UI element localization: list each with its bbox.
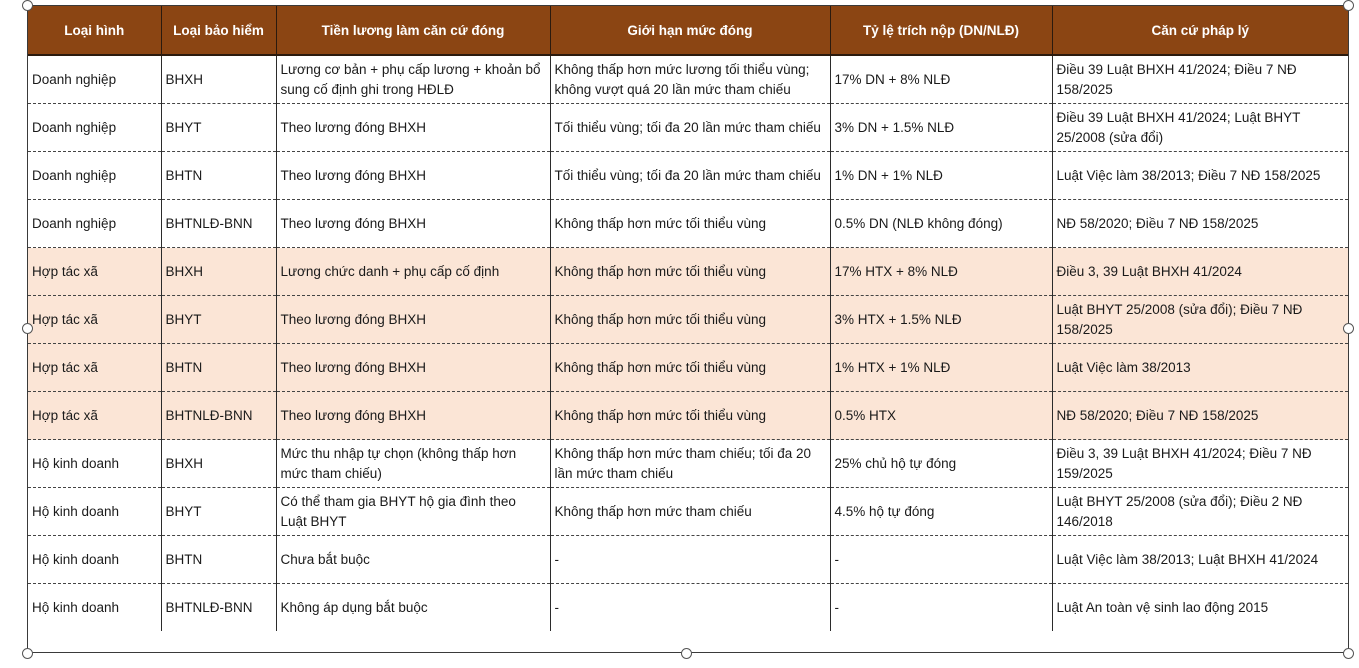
cell-base: Theo lương đóng BHXH [276,104,550,152]
table-header-row [28,6,1348,55]
cell-type: Hợp tác xã [28,392,161,440]
cell-limit: Tối thiểu vùng; tối đa 20 lần mức tham chiếu [550,104,830,152]
cell-base: Theo lương đóng BHXH [276,200,550,248]
cell-type: Doanh nghiệp [28,152,161,200]
table-row [28,536,1348,584]
table-row [28,55,1348,104]
cell-insurance: BHTNLĐ-BNN [161,392,276,440]
cell-rate: 0.5% DN (NLĐ không đóng) [830,200,1052,248]
resize-handle-middle-right[interactable] [1343,323,1354,334]
cell-rate: 25% chủ hộ tự đóng [830,440,1052,488]
cell-rate: 1% HTX + 1% NLĐ [830,344,1052,392]
cell-type: Hộ kinh doanh [28,440,161,488]
cell-insurance: BHTNLĐ-BNN [161,584,276,632]
cell-rate: 3% DN + 1.5% NLĐ [830,104,1052,152]
cell-base: Lương cơ bản + phụ cấp lương + khoản bổ sung cố định ghi trong HĐLĐ [276,55,550,104]
cell-type: Doanh nghiệp [28,200,161,248]
table-row [28,104,1348,152]
resize-handle-bottom-right[interactable] [1343,648,1354,659]
cell-limit: Không thấp hơn mức tối thiểu vùng [550,296,830,344]
table-row [28,248,1348,296]
cell-legal: Luật Việc làm 38/2013 [1052,344,1348,392]
header-ty-le: Tỷ lệ trích nộp (DN/NLĐ) [830,6,1052,55]
cell-rate: 3% HTX + 1.5% NLĐ [830,296,1052,344]
cell-legal: NĐ 58/2020; Điều 7 NĐ 158/2025 [1052,200,1348,248]
cell-base: Theo lương đóng BHXH [276,392,550,440]
cell-rate: 0.5% HTX [830,392,1052,440]
header-can-cu: Căn cứ pháp lý [1052,6,1348,55]
cell-legal: NĐ 58/2020; Điều 7 NĐ 158/2025 [1052,392,1348,440]
cell-insurance: BHYT [161,296,276,344]
cell-limit: - [550,584,830,632]
cell-rate: 4.5% hộ tự đóng [830,488,1052,536]
cell-legal: Luật An toàn vệ sinh lao động 2015 [1056,599,1269,615]
cell-rate: 1% DN + 1% NLĐ [830,152,1052,200]
table-row [28,152,1348,200]
resize-handle-bottom-center[interactable] [681,648,692,659]
cell-rate: - [830,584,1052,632]
cell-base: Không áp dụng bắt buộc [276,584,550,632]
cell-legal: Điều 39 Luật BHXH 41/2024; Luật BHYT 25/2008 (sửa đổi) [1052,104,1348,152]
cell-legal: Luật Việc làm 38/2013; Luật BHXH 41/2024 [1052,536,1348,584]
table-row [28,344,1348,392]
cell-limit: Không thấp hơn mức tham chiếu [550,488,830,536]
insurance-table [28,6,1348,631]
cell-type: Doanh nghiệp [28,104,161,152]
cell-limit: Không thấp hơn mức tối thiểu vùng [550,344,830,392]
cell-rate: 17% HTX + 8% NLĐ [830,248,1052,296]
table-row [28,584,1348,632]
cell-base: Theo lương đóng BHXH [276,344,550,392]
cell-limit: - [550,536,830,584]
cell-base: Mức thu nhập tự chọn (không thấp hơn mức tham chiếu) [276,440,550,488]
cell-legal: Điều 3, 39 Luật BHXH 41/2024; Điều 7 NĐ 159/2025 [1052,440,1348,488]
cell-insurance: BHTN [161,152,276,200]
cell-rate: 17% DN + 8% NLĐ [830,55,1052,104]
table-row [28,296,1348,344]
cell-legal: Luật BHYT 25/2008 (sửa đổi); Điều 2 NĐ 146/2018 [1052,488,1348,536]
cell-insurance: BHTN [161,344,276,392]
table-row [28,488,1348,536]
resize-handle-top-left[interactable] [22,0,33,11]
cell-base: Theo lương đóng BHXH [276,152,550,200]
cell-limit: Không thấp hơn mức tối thiểu vùng [550,200,830,248]
resize-handle-bottom-left[interactable] [22,648,33,659]
cell-insurance: BHXH [161,248,276,296]
cell-insurance: BHXH [161,55,276,104]
cell-legal: Điều 3, 39 Luật BHXH 41/2024 [1052,248,1348,296]
cell-type: Hộ kinh doanh [28,536,161,584]
cell-insurance: BHYT [161,488,276,536]
cell-limit: Không thấp hơn mức tối thiểu vùng [550,248,830,296]
cell-rate: - [830,536,1052,584]
cell-legal: Luật BHYT 25/2008 (sửa đổi); Điều 7 NĐ 158/2025 [1052,296,1348,344]
header-gioi-han: Giới hạn mức đóng [550,6,830,55]
header-loai-hinh: Loại hình [28,6,161,55]
table-row [28,440,1348,488]
cell-limit: Không thấp hơn mức tối thiểu vùng [550,392,830,440]
cell-type: Hộ kinh doanh [28,488,161,536]
resize-handle-middle-left[interactable] [22,323,33,334]
cell-insurance: BHTNLĐ-BNN [161,200,276,248]
cell-limit: Tối thiểu vùng; tối đa 20 lần mức tham chiếu [550,152,830,200]
cell-legal: Luật Việc làm 38/2013; Điều 7 NĐ 158/2025 [1052,152,1348,200]
cell-base: Lương chức danh + phụ cấp cố định [276,248,550,296]
cell-insurance: BHTN [161,536,276,584]
resize-handle-top-right[interactable] [1343,0,1354,11]
table-row [28,200,1348,248]
header-tien-luong: Tiền lương làm căn cứ đóng [276,6,550,55]
cell-insurance: BHYT [161,104,276,152]
cell-base: Chưa bắt buộc [276,536,550,584]
cell-type: Hợp tác xã [28,296,161,344]
cell-insurance: BHXH [161,440,276,488]
cell-limit: Không thấp hơn mức lương tối thiểu vùng; không vượt quá 20 lần mức tham chiếu [550,55,830,104]
header-loai-bao-hiem: Loại bảo hiểm [161,6,276,55]
cell-limit: Không thấp hơn mức tham chiếu; tối đa 20 lần mức tham chiếu [550,440,830,488]
cell-type: Hộ kinh doanh [28,584,161,632]
cell-base: Có thể tham gia BHYT hộ gia đình theo Luật BHYT [276,488,550,536]
cell-type: Hợp tác xã [28,344,161,392]
cell-base: Theo lương đóng BHXH [276,296,550,344]
cell-type: Hợp tác xã [28,248,161,296]
table-row [28,392,1348,440]
cell-legal: Điều 39 Luật BHXH 41/2024; Điều 7 NĐ 158/2025 [1052,55,1348,104]
cell-type: Doanh nghiệp [28,55,161,104]
